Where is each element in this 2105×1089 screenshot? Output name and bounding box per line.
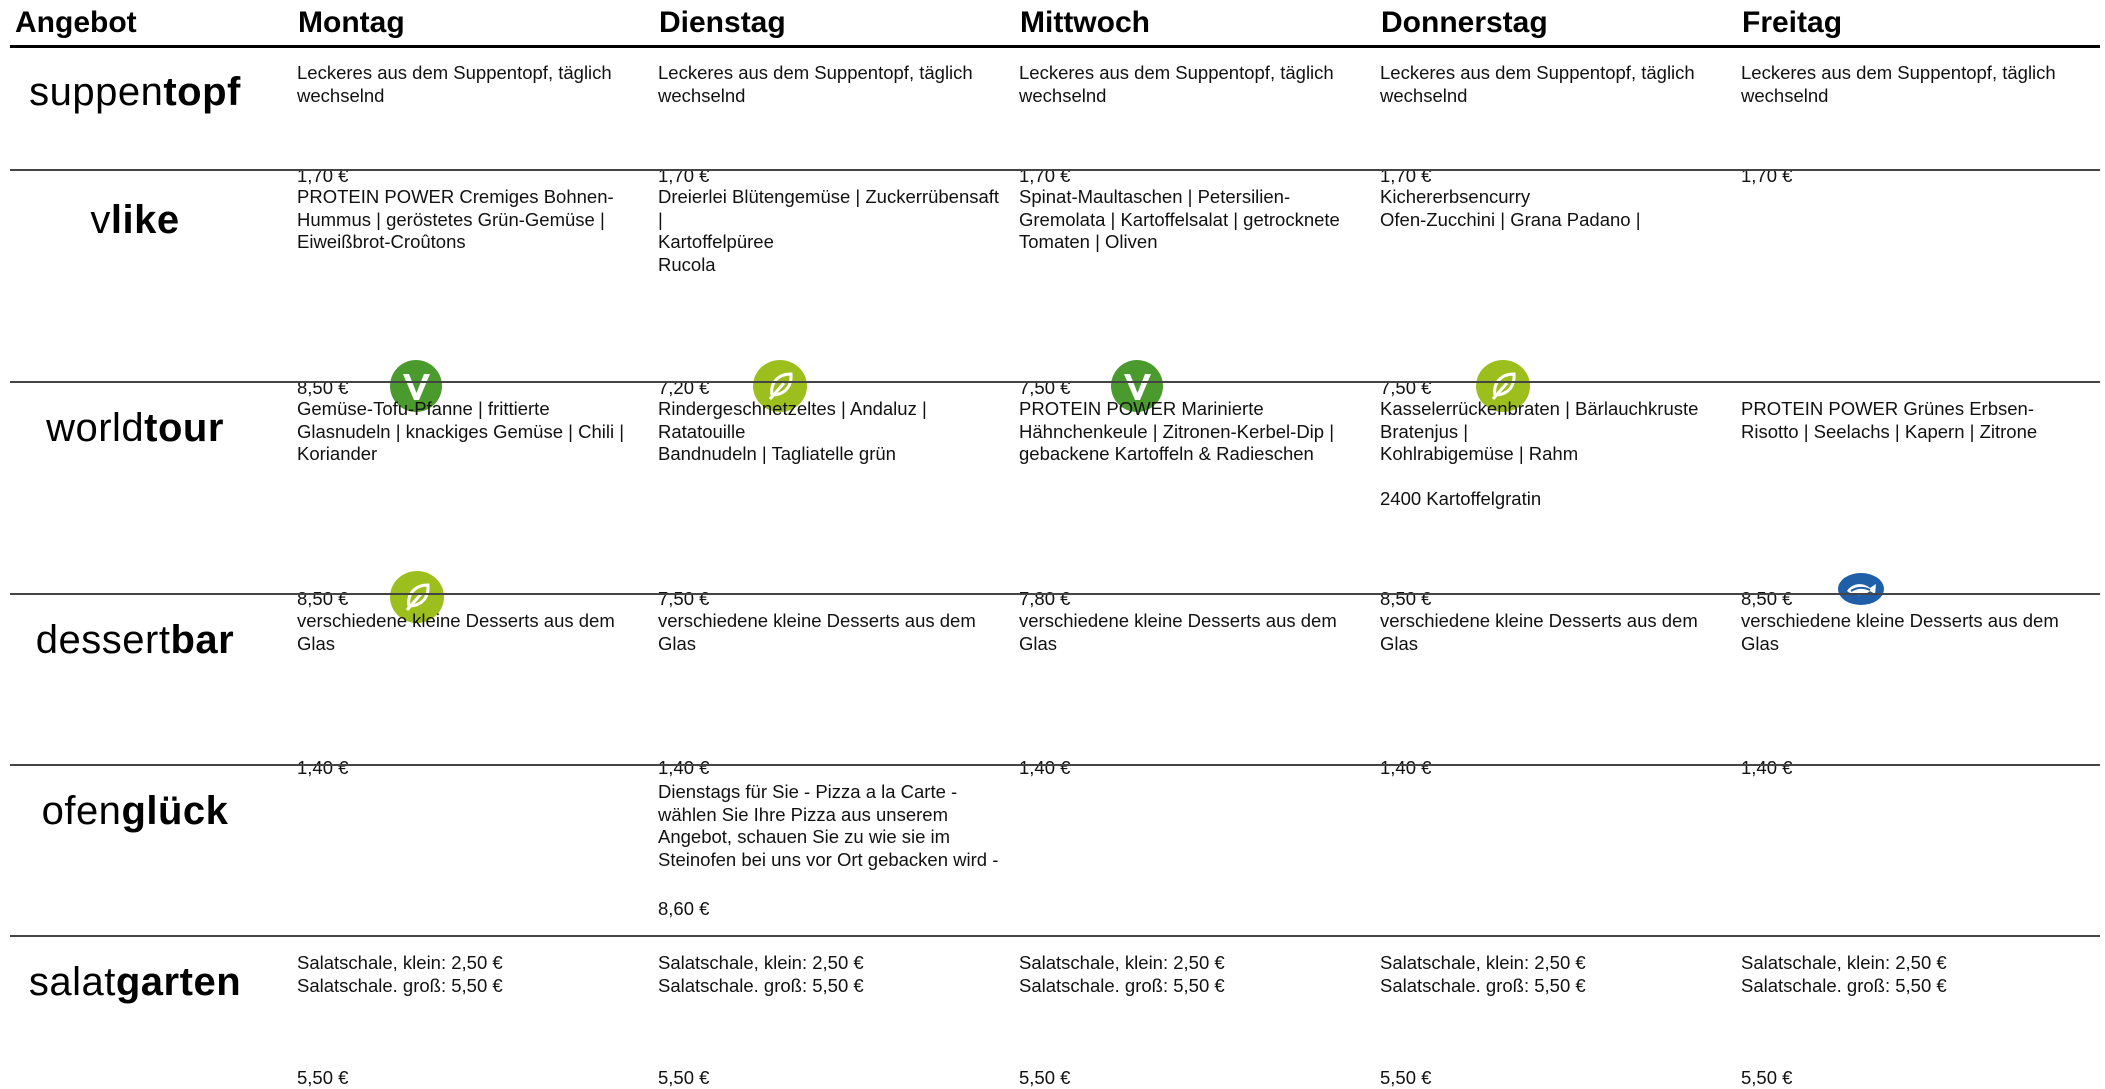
dish-price: 1,70 €	[1380, 165, 1432, 186]
dish-description: PROTEIN POWER Cremiges Bohnen- Hummus | geröstetes Grün-Gemüse | Eiweißbrot-Croûtons	[297, 186, 614, 252]
dish-description: verschiedene kleine Desserts aus dem Glas	[1019, 610, 1337, 654]
dish-price: 7,50 €	[658, 588, 710, 609]
logo-text-bold: garten	[115, 959, 242, 1004]
dish-description: verschiedene kleine Desserts aus dem Glas	[1741, 610, 2059, 654]
menu-cell-monday	[297, 781, 652, 936]
dish-description: Dreierlei Blütengemüse | Zuckerrübensaft | Kartoffelpüree Rucola	[658, 186, 1000, 275]
row-divider	[10, 764, 2100, 766]
menu-cell-thursday	[1380, 398, 1735, 609]
dish-price: 1,40 €	[1380, 757, 1432, 778]
dish-price: 7,20 €	[658, 377, 710, 398]
row-divider	[10, 381, 2100, 383]
row-divider	[10, 593, 2100, 595]
header-angebot: Angebot	[15, 6, 137, 39]
dish-price: 7,50 €	[1019, 377, 1071, 398]
logo-text-bold: like	[110, 197, 180, 242]
logo-text-bold: topf	[163, 69, 241, 114]
menu-cell-thursday	[1380, 62, 1735, 186]
dish-price: 8,60 €	[658, 898, 710, 919]
dish-price: 5,50 €	[1019, 1067, 1071, 1088]
logo-text-light: ofen	[41, 788, 122, 833]
menu-cell-friday	[1741, 952, 2096, 1088]
dish-description: verschiedene kleine Desserts aus dem Glas	[658, 610, 976, 654]
menu-cell-monday	[297, 62, 652, 186]
menu-cell-tuesday	[658, 62, 1013, 186]
logo-salatgarten	[10, 942, 260, 1022]
dish-description: Salatschale, klein: 2,50 € Salatschale. groß: 5,50 €	[1019, 952, 1225, 996]
logo-text-bold: bar	[170, 617, 235, 662]
menu-cell-wednesday	[1019, 186, 1374, 398]
logo-worldtour	[10, 388, 260, 468]
dish-description: Kichererbsencurry Ofen-Zucchini | Grana Padano |	[1380, 186, 1641, 230]
menu-cell-tuesday	[658, 186, 1013, 398]
dish-price: 7,50 €	[1380, 377, 1432, 398]
menu-cell-thursday	[1380, 781, 1735, 936]
logo-text-light: salat	[28, 959, 116, 1004]
dish-description: Salatschale, klein: 2,50 € Salatschale. groß: 5,50 €	[658, 952, 864, 996]
menu-cell-tuesday	[658, 398, 1013, 609]
dish-description: Rindergeschnetzeltes | Andaluz | Ratatouille Bandnudeln | Tagliatelle grün	[658, 398, 927, 464]
row-worldtour	[0, 382, 2105, 609]
dish-price: 1,70 €	[1019, 165, 1071, 186]
menu-cell-friday	[1741, 781, 2096, 936]
dish-price: 5,50 €	[658, 1067, 710, 1088]
dish-price: 1,40 €	[1741, 757, 1793, 778]
row-suppentopf	[0, 46, 2105, 186]
menu-cell-friday	[1741, 398, 2096, 609]
dish-price: 1,40 €	[1019, 757, 1071, 778]
dish-description: Leckeres aus dem Suppentopf, täglich wechselnd	[1741, 62, 2056, 106]
menu-cell-tuesday	[658, 610, 1013, 778]
menu-cell-friday	[1741, 610, 2096, 778]
logo-text-light: v	[90, 197, 111, 242]
header-day-thursday: Donnerstag	[1381, 6, 1548, 39]
menu-cell-wednesday	[1019, 952, 1374, 1088]
dish-price: 5,50 €	[1741, 1067, 1793, 1088]
menu-cell-thursday	[1380, 186, 1735, 398]
dish-description: Leckeres aus dem Suppentopf, täglich wechselnd	[297, 62, 612, 106]
dish-description: PROTEIN POWER Marinierte Hähnchenkeule | Zitronen-Kerbel-Dip | gebackene Kartoffeln & Radieschen	[1019, 398, 1335, 464]
logo-dessertbar	[10, 600, 260, 680]
dish-price: 8,50 €	[1380, 588, 1432, 609]
header-day-wednesday: Mittwoch	[1020, 6, 1150, 39]
row-divider	[10, 169, 2100, 171]
logo-ofenglueck	[10, 771, 260, 851]
menu-cell-thursday	[1380, 610, 1735, 778]
menu-cell-wednesday	[1019, 610, 1374, 778]
menu-cell-tuesday	[658, 781, 1013, 936]
row-vlike	[0, 170, 2105, 398]
logo-vlike	[10, 180, 260, 260]
dish-description: Dienstags für Sie - Pizza a la Carte - wählen Sie Ihre Pizza aus unserem Angebot, schauen Sie zu wie sie im Steinofen bei uns vor Ort gebacken wird -	[658, 781, 999, 870]
menu-cell-friday	[1741, 62, 2096, 186]
dish-description: Salatschale, klein: 2,50 € Salatschale. groß: 5,50 €	[297, 952, 503, 996]
menu-cell-monday	[297, 398, 652, 609]
row-ofenglueck	[0, 765, 2105, 936]
logo-text-bold: glück	[121, 788, 229, 833]
header-day-friday: Freitag	[1742, 6, 1843, 39]
dish-price: 8,50 €	[1741, 588, 1793, 609]
dish-description: Salatschale, klein: 2,50 € Salatschale. groß: 5,50 €	[1741, 952, 1947, 996]
dish-description: Leckeres aus dem Suppentopf, täglich wechselnd	[1019, 62, 1334, 106]
dish-price: 1,70 €	[297, 165, 349, 186]
logo-text-light: suppen	[29, 69, 164, 114]
menu-cell-thursday	[1380, 952, 1735, 1088]
dish-price: 1,40 €	[658, 757, 710, 778]
dish-price: 7,80 €	[1019, 588, 1071, 609]
dish-description: Leckeres aus dem Suppentopf, täglich wechselnd	[658, 62, 973, 106]
row-salatgarten	[0, 936, 2105, 1088]
row-divider	[10, 935, 2100, 937]
logo-suppentopf	[10, 52, 260, 132]
header-day-tuesday: Dienstag	[659, 6, 786, 39]
logo-text-light: dessert	[35, 617, 171, 662]
menu-cell-tuesday	[658, 952, 1013, 1088]
dish-description: verschiedene kleine Desserts aus dem Glas	[297, 610, 615, 654]
dish-description: Gemüse-Tofu-Pfanne | frittierte Glasnudeln | knackiges Gemüse | Chili | Koriander	[297, 398, 625, 464]
row-dessertbar	[0, 594, 2105, 778]
dish-description: PROTEIN POWER Grünes Erbsen- Risotto | Seelachs | Kapern | Zitrone	[1741, 398, 2038, 442]
logo-text-light: world	[46, 405, 145, 450]
dish-description: Leckeres aus dem Suppentopf, täglich wechselnd	[1380, 62, 1695, 106]
logo-text-bold: tour	[144, 405, 224, 450]
dish-price: 1,70 €	[658, 165, 710, 186]
dish-price: 8,50 €	[297, 377, 349, 398]
menu-cell-wednesday	[1019, 398, 1374, 609]
menu-cell-wednesday	[1019, 781, 1374, 936]
dish-description: Kasselerrückenbraten | Bärlauchkruste Bratenjus | Kohlrabigemüse | Rahm 2400 Kartoffelgratin	[1380, 398, 1699, 509]
menu-cell-monday	[297, 610, 652, 778]
table-header	[0, 0, 2105, 46]
dish-price: 5,50 €	[1380, 1067, 1432, 1088]
menu-cell-monday	[297, 186, 652, 398]
menu-cell-friday	[1741, 186, 2096, 382]
dish-description: Salatschale, klein: 2,50 € Salatschale. groß: 5,50 €	[1380, 952, 1586, 996]
dish-price: 5,50 €	[297, 1067, 349, 1088]
menu-cell-monday	[297, 952, 652, 1088]
menu-cell-wednesday	[1019, 62, 1374, 186]
header-day-monday: Montag	[298, 6, 405, 39]
dish-price: 1,40 €	[297, 757, 349, 778]
dish-description: verschiedene kleine Desserts aus dem Glas	[1380, 610, 1698, 654]
dish-price: 1,70 €	[1741, 165, 1793, 186]
dish-price: 8,50 €	[297, 588, 349, 609]
dish-description: Spinat-Maultaschen | Petersilien- Gremolata | Kartoffelsalat | getrocknete Tomaten | Oliven	[1019, 186, 1340, 252]
